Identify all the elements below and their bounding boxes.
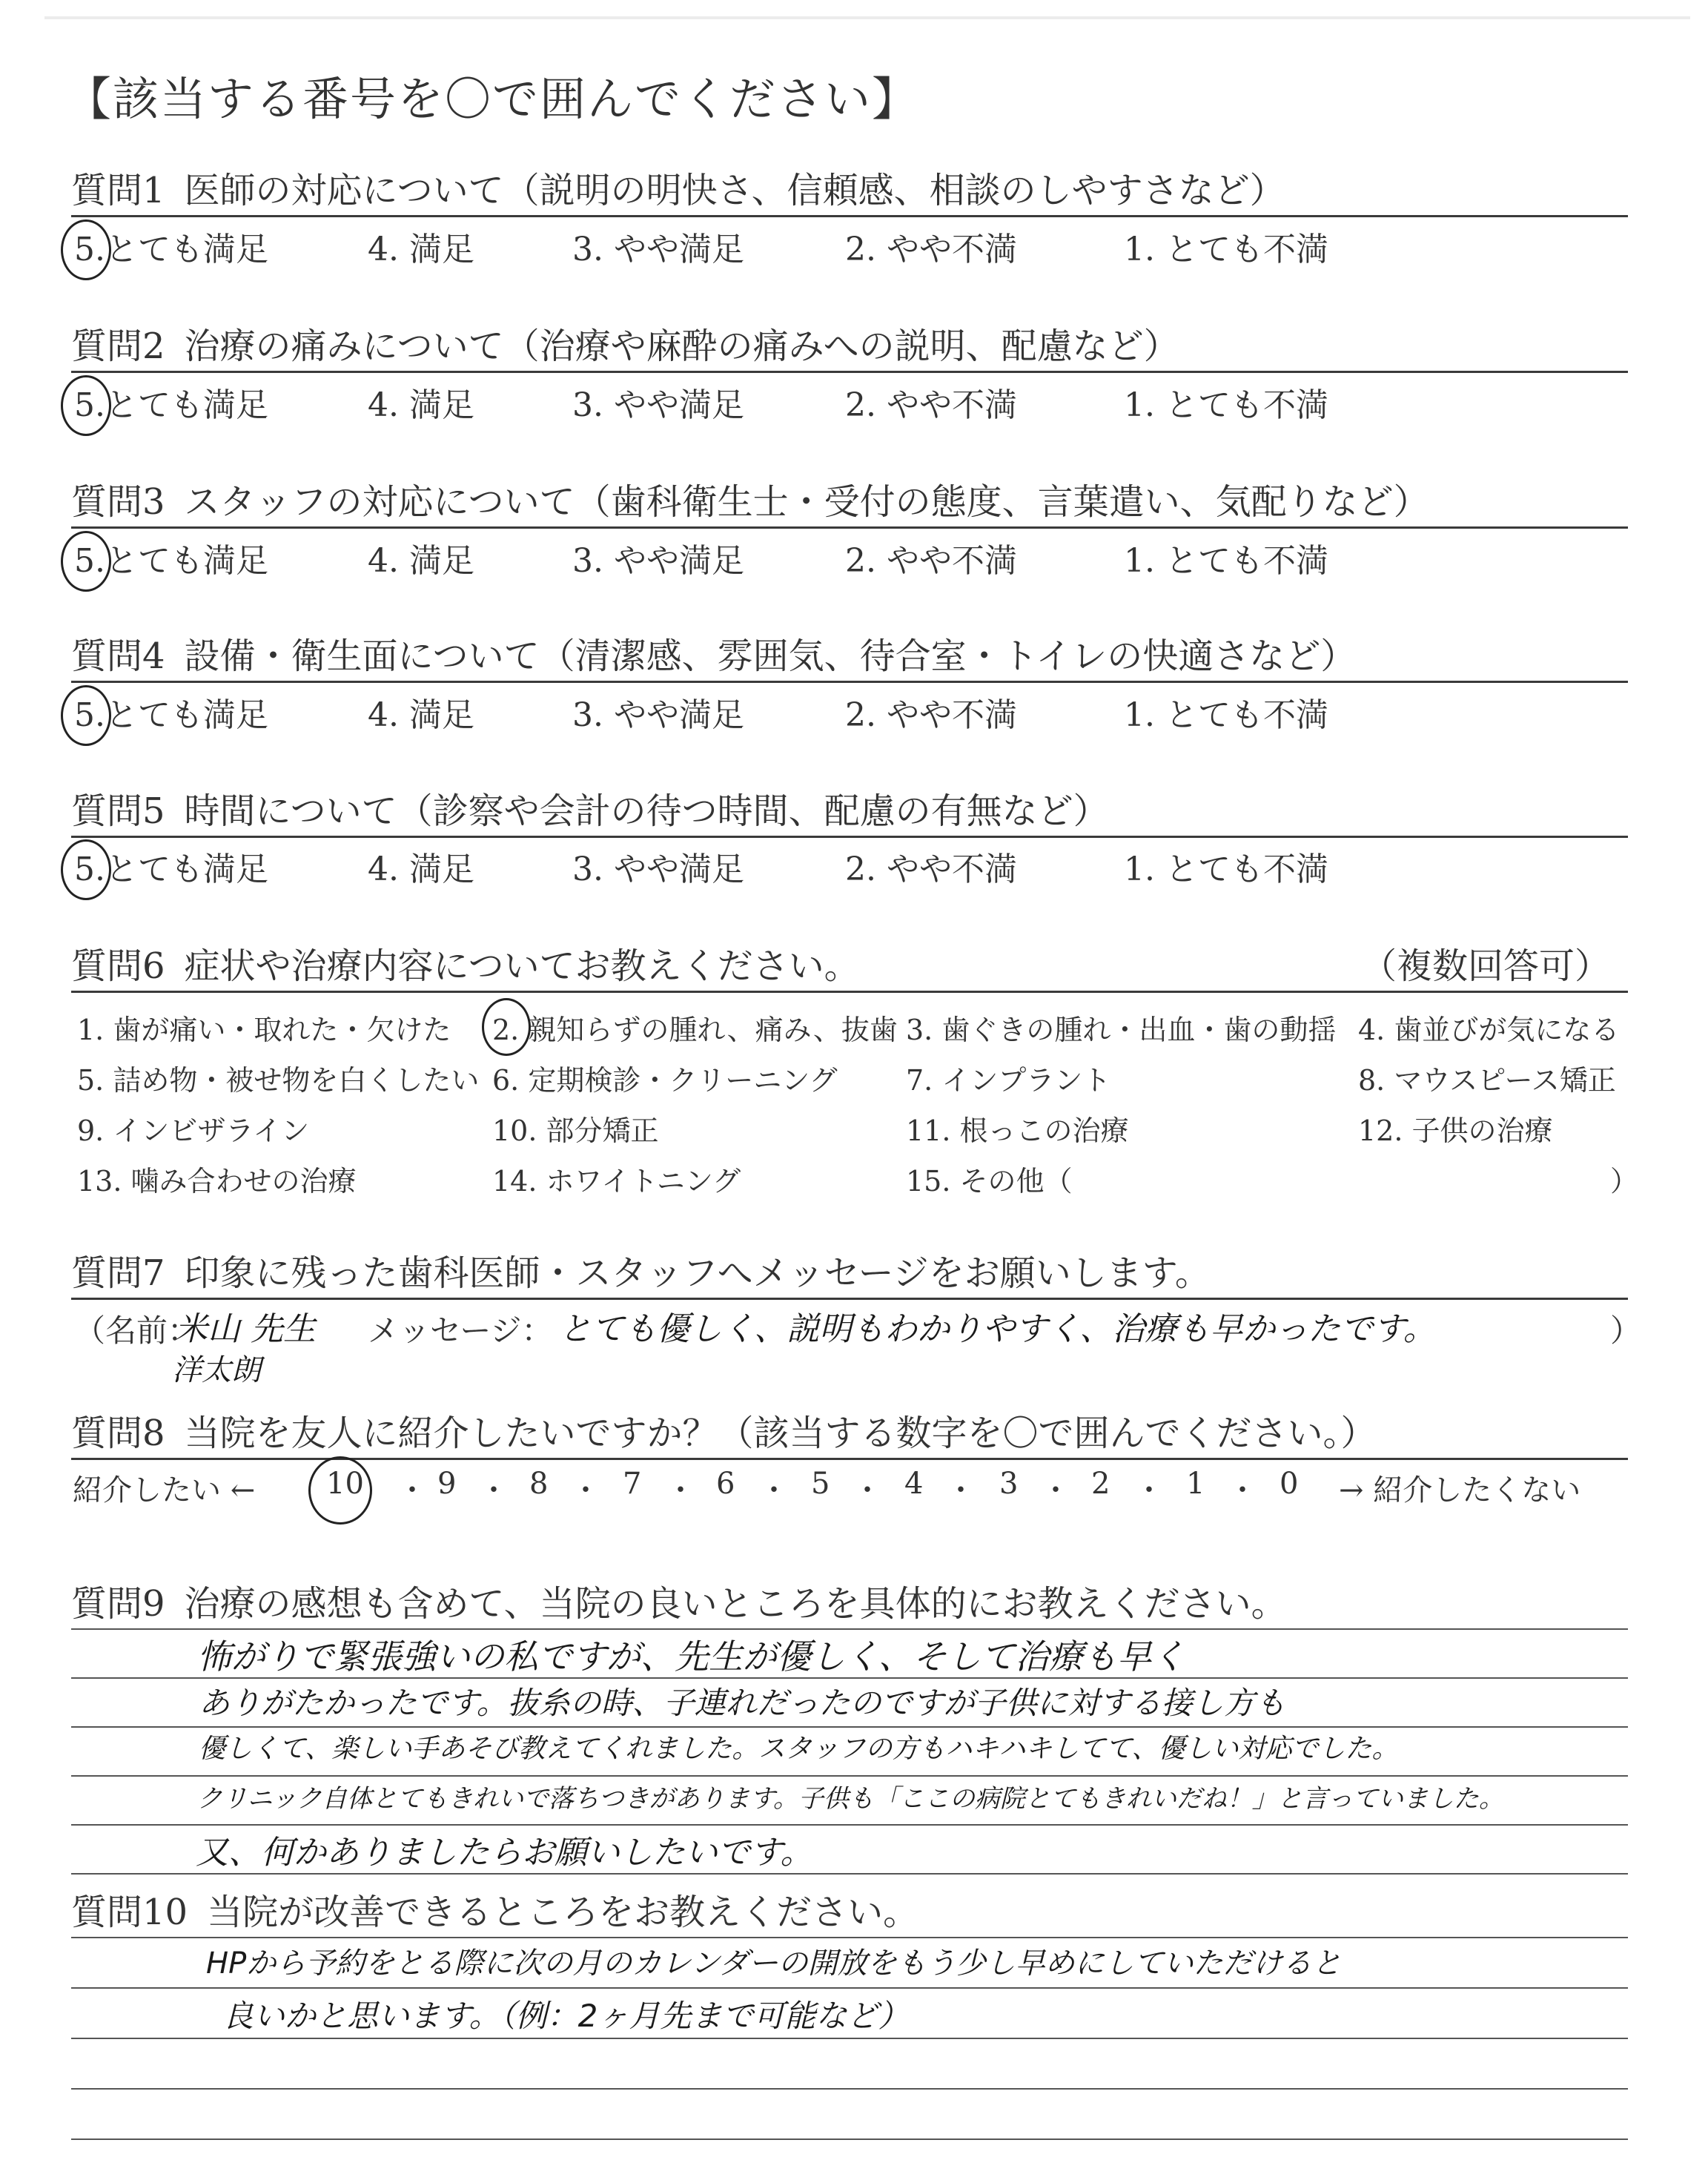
option-2[interactable]: 2. やや不満 xyxy=(845,542,1017,580)
question-rule xyxy=(71,1458,1628,1460)
option-3[interactable]: 3. やや満足 xyxy=(572,386,744,424)
option-5[interactable]: 5.とても満足 xyxy=(74,851,268,888)
symptom-option-12[interactable]: 12. 子供の治療 xyxy=(1358,1114,1553,1147)
recommend-right-label: → 紹介したくない xyxy=(1339,1473,1581,1507)
question-number: 質問2 xyxy=(71,326,165,367)
recommend-left-label: 紹介したい ← xyxy=(73,1473,256,1507)
symptom-option-13[interactable]: 13. 噛み合わせの治療 xyxy=(77,1165,357,1198)
symptom-option-11[interactable]: 11. 根っこの治療 xyxy=(906,1114,1129,1147)
symptom-option-15[interactable]: 15. その他（ xyxy=(906,1165,1073,1198)
scale-8[interactable]: 8 xyxy=(529,1467,549,1501)
answer-line xyxy=(71,1775,1628,1777)
answer-text-line: 又、何かありましたらお願いしたいです。 xyxy=(196,1834,813,1872)
question-text: スタッフの対応について（歯科衛生士・受付の態度、言葉遣い、気配りなど） xyxy=(184,481,1429,523)
question-5 xyxy=(71,782,1628,833)
symptom-option-6[interactable]: 6. 定期検診・クリーニング xyxy=(492,1064,838,1097)
message-label: メッセージ： xyxy=(368,1312,553,1349)
scale-sep: ・ xyxy=(571,1473,600,1507)
scale-sep: ・ xyxy=(397,1473,427,1507)
symptom-option-9[interactable]: 9. インビザライン xyxy=(77,1114,310,1147)
question-4 xyxy=(71,627,1628,678)
question-3 xyxy=(71,473,1628,524)
answer-text-line: 優しくて、楽しい手あそび教えてくれました。スタッフの方もハキハキしてて、優しい対応でした。 xyxy=(199,1734,1399,1764)
answer-line xyxy=(71,2038,1628,2039)
option-5[interactable]: 5.とても満足 xyxy=(74,696,268,734)
symptom-option-8[interactable]: 8. マウスピース矯正 xyxy=(1358,1064,1616,1097)
question-number: 質問6 xyxy=(71,945,165,987)
question-rule xyxy=(71,836,1628,838)
question-text: 時間について（診察や会計の待つ時間、配慮の有無など） xyxy=(184,790,1109,832)
option-4[interactable]: 4. 満足 xyxy=(368,696,474,734)
question-text: 治療の感想も含めて、当院の良いところを具体的にお教えください。 xyxy=(184,1583,1287,1625)
question-number: 質問1 xyxy=(71,170,165,211)
question-number: 質問8 xyxy=(71,1413,165,1454)
question-1 xyxy=(71,162,1628,213)
instruction-title: 【該当する番号を〇で囲んでください】 xyxy=(65,72,920,126)
answer-text-line: ありがたかったです。抜糸の時、子連れだったのですが子供に対する接し方も xyxy=(199,1685,1286,1721)
question-number: 質問3 xyxy=(71,481,165,523)
multiple-answer-note: （複数回答可） xyxy=(1361,945,1611,987)
option-1[interactable]: 1. とても不満 xyxy=(1124,542,1328,580)
question-number: 質問4 xyxy=(71,635,165,677)
symptom-option-1[interactable]: 1. 歯が痛い・取れた・欠けた xyxy=(77,1014,451,1046)
symptom-option-14[interactable]: 14. ホワイトニング xyxy=(492,1165,741,1198)
question-rule xyxy=(71,371,1628,373)
scale-sep: ・ xyxy=(479,1473,509,1507)
question-number: 質問5 xyxy=(71,790,165,832)
name-value-2[interactable]: 洋太朗 xyxy=(172,1353,261,1387)
question-rule xyxy=(71,526,1628,529)
top-edge-line xyxy=(44,16,1690,19)
option-5[interactable]: 5.とても満足 xyxy=(74,542,268,580)
option-2[interactable]: 2. やや不満 xyxy=(845,851,1017,888)
scale-4[interactable]: 4 xyxy=(904,1467,924,1501)
scale-7[interactable]: 7 xyxy=(623,1467,642,1501)
question-8 xyxy=(71,1404,1628,1456)
scale-1[interactable]: 1 xyxy=(1186,1467,1205,1501)
scale-sep: ・ xyxy=(853,1473,882,1507)
symptom-option-10[interactable]: 10. 部分矯正 xyxy=(492,1114,659,1147)
question-text: 治療の痛みについて（治療や麻酔の痛みへの説明、配慮など） xyxy=(184,326,1179,367)
question-text: 設備・衛生面について（清潔感、雰囲気、待合室・トイレの快適さなど） xyxy=(184,635,1357,677)
option-3[interactable]: 3. やや満足 xyxy=(572,851,744,888)
option-4[interactable]: 4. 満足 xyxy=(368,542,474,580)
symptom-option-3[interactable]: 3. 歯ぐきの腫れ・出血・歯の動揺 xyxy=(906,1014,1337,1046)
answer-text-line: クリニック自体とてもきれいで落ちつきがあります。子供も「ここの病院とてもきれいだね！」と言っていました。 xyxy=(197,1784,1504,1814)
question-rule xyxy=(71,1298,1628,1300)
answer-text-line: 良いかと思います。（例：2ヶ月先まで可能など） xyxy=(222,1998,910,2034)
scale-0[interactable]: 0 xyxy=(1280,1467,1299,1501)
question-text: 症状や治療内容についてお教えください。 xyxy=(184,945,860,987)
message-value[interactable]: とても優しく、説明もわかりやすく、治療も早かったです。 xyxy=(559,1310,1436,1348)
option-4[interactable]: 4. 満足 xyxy=(368,851,474,888)
option-2[interactable]: 2. やや不満 xyxy=(845,696,1017,734)
question-10 xyxy=(71,1883,1628,1935)
answer-line xyxy=(71,1937,1628,1938)
option-3[interactable]: 3. やや満足 xyxy=(572,542,744,580)
scale-10[interactable]: 10 xyxy=(326,1467,364,1501)
option-1[interactable]: 1. とても不満 xyxy=(1124,231,1328,268)
scale-2[interactable]: 2 xyxy=(1091,1467,1110,1501)
answer-line xyxy=(71,2088,1628,2090)
scale-sep: ・ xyxy=(759,1473,789,1507)
option-5[interactable]: 5.とても満足 xyxy=(74,231,268,268)
option-2[interactable]: 2. やや不満 xyxy=(845,386,1017,424)
question-number: 質問10 xyxy=(71,1892,188,1933)
scale-5[interactable]: 5 xyxy=(811,1467,830,1501)
name-label: （名前： xyxy=(74,1312,199,1349)
option-1[interactable]: 1. とても不満 xyxy=(1124,696,1328,734)
question-7 xyxy=(71,1244,1628,1295)
symptom-option-5[interactable]: 5. 詰め物・被せ物を白くしたい xyxy=(77,1064,480,1097)
close-paren: ） xyxy=(1610,1312,1642,1349)
question-number: 質問9 xyxy=(71,1583,165,1625)
question-2 xyxy=(71,317,1628,369)
question-rule xyxy=(71,991,1628,993)
scale-sep: ・ xyxy=(1134,1473,1164,1507)
question-6 xyxy=(71,937,1628,988)
answer-text-line: 怖がりで緊張強いの私ですが、先生が優しく、そして治療も早く xyxy=(197,1636,1186,1677)
option-3[interactable]: 3. やや満足 xyxy=(572,696,744,734)
scale-sep: ・ xyxy=(946,1473,976,1507)
question-text: 印象に残った歯科医師・スタッフへメッセージをお願いします。 xyxy=(184,1252,1211,1294)
scale-sep: ・ xyxy=(1228,1473,1257,1507)
answer-text-line: HPから予約をとる際に次の月のカレンダーの開放をもう少し早めにしていただけると xyxy=(206,1946,1342,1981)
other-close-paren: ） xyxy=(1610,1165,1639,1198)
question-rule xyxy=(71,215,1628,217)
answer-line xyxy=(71,1987,1628,1989)
scale-sep: ・ xyxy=(1041,1473,1070,1507)
symptom-option-2[interactable]: 2. 親知らずの腫れ、痛み、抜歯 xyxy=(492,1014,898,1046)
question-rule xyxy=(71,681,1628,683)
question-number: 質問7 xyxy=(71,1252,165,1294)
option-4[interactable]: 4. 満足 xyxy=(368,231,474,268)
scale-3[interactable]: 3 xyxy=(999,1467,1019,1501)
answer-line xyxy=(71,2138,1628,2140)
scale-6[interactable]: 6 xyxy=(716,1467,735,1501)
scale-9[interactable]: 9 xyxy=(437,1467,457,1501)
option-2[interactable]: 2. やや不満 xyxy=(845,231,1017,268)
question-text: 当院を友人に紹介したいですか？（該当する数字を〇で囲んでください。） xyxy=(184,1413,1377,1454)
name-value[interactable]: 米山 先生 xyxy=(175,1310,316,1348)
question-9 xyxy=(71,1575,1628,1626)
symptom-option-4[interactable]: 4. 歯並びが気になる xyxy=(1358,1014,1620,1046)
symptom-option-7[interactable]: 7. インプラント xyxy=(906,1064,1111,1097)
option-1[interactable]: 1. とても不満 xyxy=(1124,851,1328,888)
option-4[interactable]: 4. 満足 xyxy=(368,386,474,424)
option-5[interactable]: 5.とても満足 xyxy=(74,386,268,424)
question-text: 当院が改善できるところをお教えください。 xyxy=(207,1892,919,1933)
option-3[interactable]: 3. やや満足 xyxy=(572,231,744,268)
question-text: 医師の対応について（説明の明快さ、信頼感、相談のしやすさなど） xyxy=(184,170,1285,211)
answer-line xyxy=(71,1873,1628,1875)
scale-sep: ・ xyxy=(666,1473,695,1507)
option-1[interactable]: 1. とても不満 xyxy=(1124,386,1328,424)
